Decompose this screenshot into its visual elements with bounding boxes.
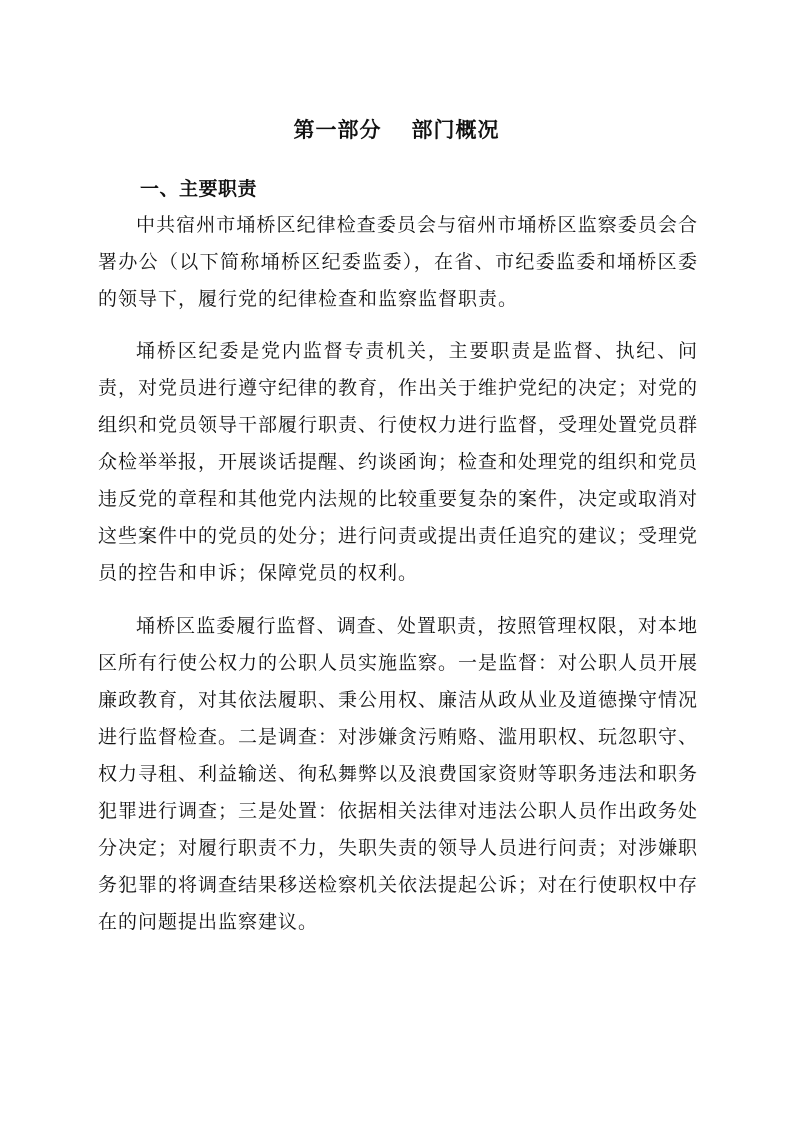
title-part: 第一部分: [293, 118, 382, 142]
title-name: 部门概况: [411, 118, 500, 142]
section-heading: 一、主要职责: [140, 178, 258, 200]
paragraph-supervision-committee: 埇桥区监委履行监督、调查、处置职责，按照管理权限，对本地区所有行使公权力的公职人员实施监察。一是监督：对公职人员开展廉政教育，对其依法履职、秉公用权、廉洁从政从业及道德操守情况进行监督检查。二是调查：对涉嫌贪污贿赂、滥用职权、玩忽职守、权力寻租、利益输送、徇私舞弊以及浪费国家资财等职务违法和职务犯罪进行调查；三是处置：依据相关法律对违法公职人员作出政务处分决定；对履行职责不力，失职失责的领导人员进行问责；对涉嫌职务犯罪的将调查结果移送检察机关依法提起公诉；对在行使职权中存在的问题提出监察建议。: [98, 615, 699, 933]
paragraph-overview: 中共宿州市埇桥区纪律检查委员会与宿州市埇桥区监察委员会合署办公（以下简称埇桥区纪委监委），在省、市纪委监委和埇桥区委的领导下，履行党的纪律检查和监察监督职责。: [98, 214, 698, 310]
paragraph-discipline-committee: 埇桥区纪委是党内监督专责机关，主要职责是监督、执纪、问责，对党员进行遵守纪律的教育，作出关于维护党纪的决定；对党的组织和党员领导干部履行职责、行使权力进行监督，受理处置党员群众检举举报，开展谈话提醒、约谈函询；检查和处理党的组织和党员违反党的章程和其他党内法规的比较重要复杂的案件，决定或取消对这些案件中的党员的处分；进行问责或提出责任追究的建议；受理党员的控告和申诉；保障党员的权利。: [98, 340, 699, 584]
page-title: [0, 114, 793, 144]
